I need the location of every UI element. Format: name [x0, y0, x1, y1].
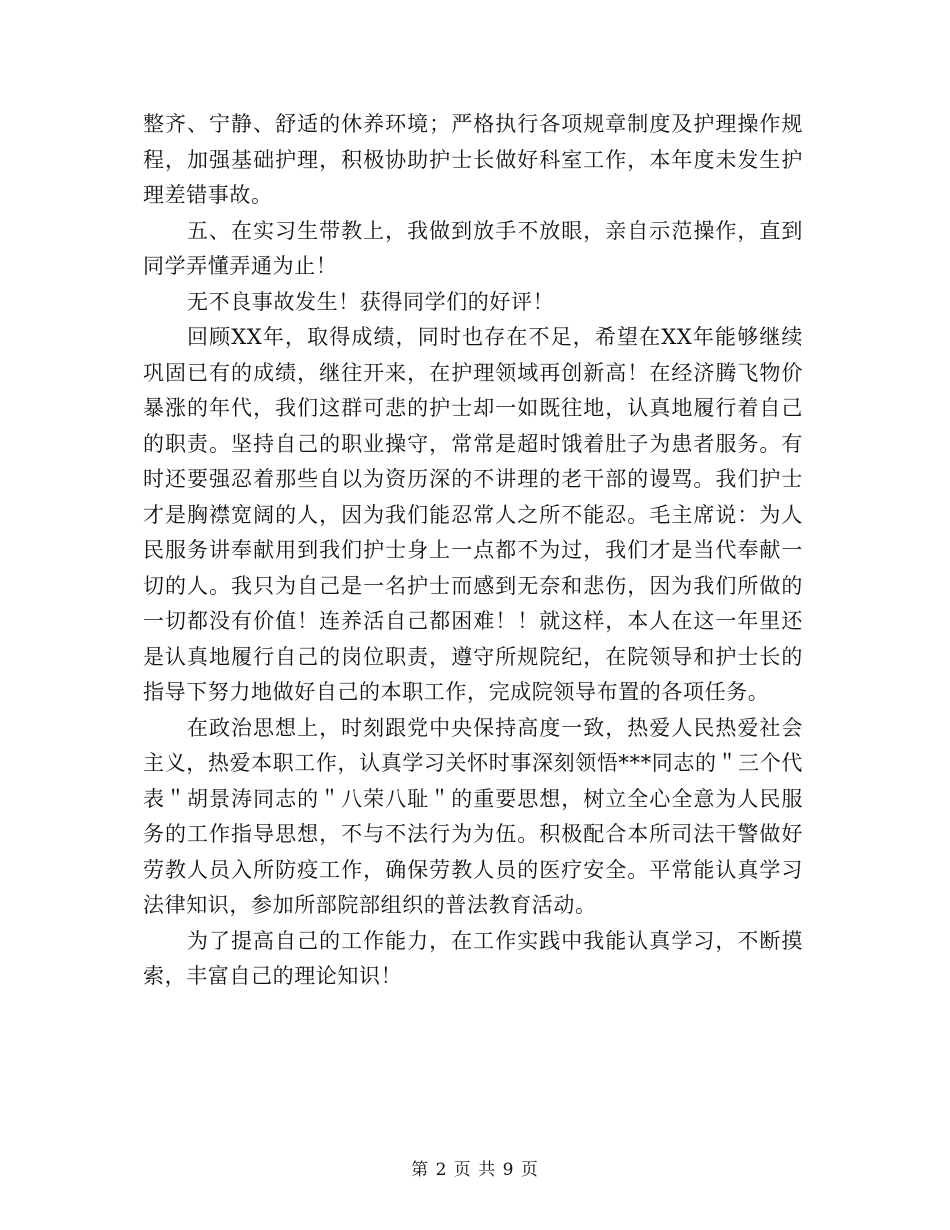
paragraph-6: 为了提高自己的工作能力，在工作实践中我能认真学习，不断摸索，丰富自己的理论知识！: [143, 928, 803, 988]
paragraph-4: 回顾XX年，取得成绩，同时也存在不足，希望在XX年能够继续巩固已有的成绩，继往开来，在护理领域再创新高！在经济腾飞物价暴涨的年代，我们这群可悲的护士却一如既往地，认真地履行着自己的职责。坚持自己的职业操守，常常是超时饿着肚子为患者服务。有时还要强忍着那些自以为资历深的不讲理的老干部的谩骂。我们护士才是胸襟宽阔的人，因为我们能忍常人之所不能忍。毛主席说：为人民服务讲奉献用到我们护士身上一点都不为过，我们才是当代奉献一切的人。我只为自己是一名护士而感到无奈和悲伤，因为我们所做的一切都没有价值！连养活自己都困难！！就这样，本人在这一年里还是认真地履行自己的岗位职责，遵守所规院纪，在院领导和护士长的指导下努力地做好自己的本职工作，完成院领导布置的各项任务。: [143, 325, 803, 704]
paragraph-5: 在政治思想上，时刻跟党中央保持高度一致，热爱人民热爱社会主义，热爱本职工作，认真学习关怀时事深刻领悟***同志的＂三个代表＂胡景涛同志的＂八荣八耻＂的重要思想，树立全心全意为人民服务的工作指导思想，不与不法行为为伍。积极配合本所司法干警做好劳教人员入所防疫工作，确保劳教人员的医疗安全。平常能认真学习法律知识，参加所部院部组织的普法教育活动。: [143, 715, 803, 917]
document-body: [143, 107, 803, 995]
page-number-footer: 第 2 页 共 9 页: [411, 1160, 539, 1180]
paragraph-1: 整齐、宁静、舒适的休养环境；严格执行各项规章制度及护理操作规程，加强基础护理，积极协助护士长做好科室工作，本年度未发生护理差错事故。: [143, 112, 803, 207]
paragraph-3: 无不良事故发生！获得同学们的好评！: [187, 289, 555, 314]
paragraph-2: 五、在实习生带教上，我做到放手不放眼，亲自示范操作，直到同学弄懂弄通为止！: [143, 218, 803, 278]
